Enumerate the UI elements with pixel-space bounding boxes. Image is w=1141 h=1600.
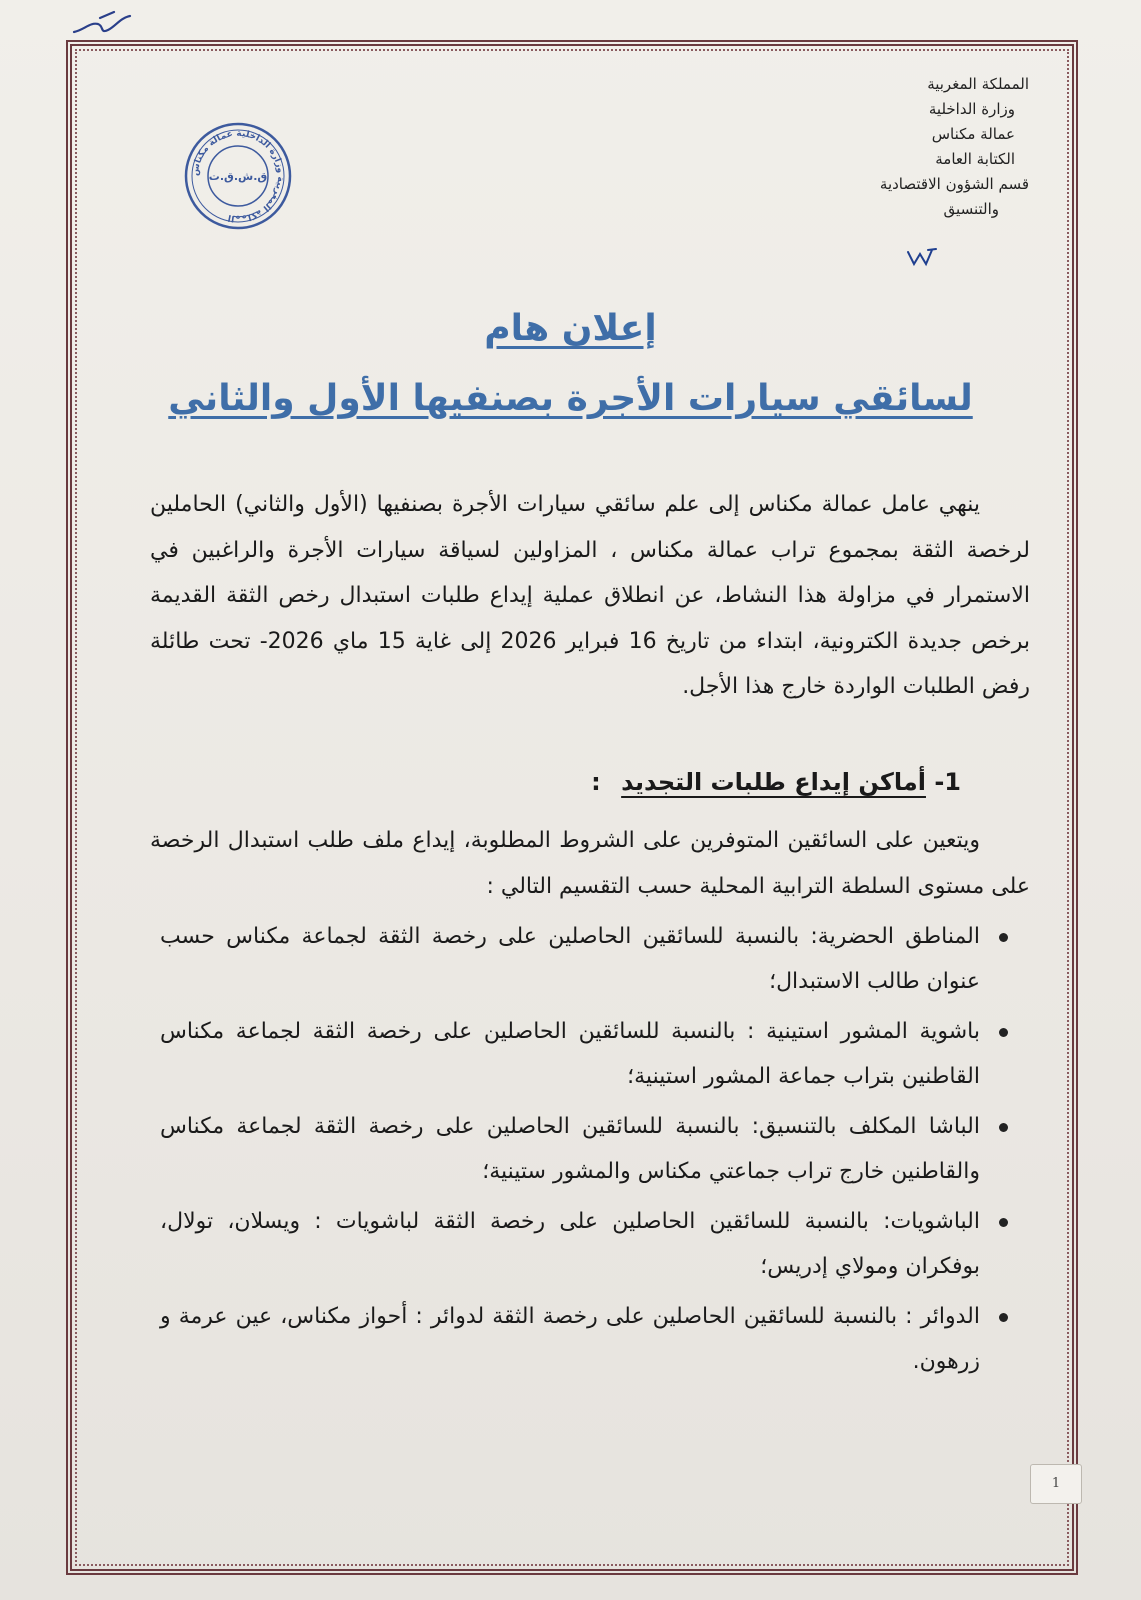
bullet-icon [999, 1218, 1008, 1227]
header-ministry: وزارة الداخلية [928, 100, 1015, 118]
handwritten-initials [906, 246, 938, 268]
intro-text: ينهي عامل عمالة مكناس إلى علم سائقي سيارات الأجرة بصنفيها (الأول والثاني) الحاملين لرخصة الثقة بمجموع تراب عمالة مكناس ، المزاولين لسياقة سيارات الأجرة والراغبين في الاستمرار في مزاولة هذا النشاط، عن انطلاق عملية إيداع طلبات استبدال رخص الثقة القديمة برخص جديدة الكترونية، ابتداء من تاريخ 16 فبراير 2026 إلى غاية 15 ماي 2026- تحت طائلة رفض الطلبات الواردة خارج هذا الأجل. [150, 492, 1031, 699]
bullet-icon [999, 1313, 1008, 1322]
list-item [160, 914, 1010, 1004]
list-item-text: الدوائر : بالنسبة للسائقين الحاصلين على رخصة الثقة لدوائر : أحواز مكناس، عين عرمة و زرهون. [160, 1304, 980, 1374]
list-item [160, 1104, 1010, 1194]
announcement-title: إعلان هام [484, 308, 657, 349]
section-1-colon: : [591, 768, 601, 796]
bullet-icon [999, 1123, 1008, 1132]
section-1-intro-text: ويتعين على السائقين المتوفرين على الشروط المطلوبة، إيداع ملف طلب استبدال الرخصة على مستوى السلطة الترابية المحلية حسب التقسيم التالي : [150, 828, 1030, 899]
announcement-subtitle: لسائقي سيارات الأجرة بصنفيها الأول والثاني [168, 378, 973, 419]
list-item [160, 1294, 1010, 1384]
bullet-icon [999, 1028, 1008, 1037]
stamp-center-text: ق.ش.ق.ت [208, 170, 268, 183]
header-prefecture: عمالة مكناس [931, 125, 1015, 143]
official-stamp [182, 120, 294, 232]
list-item-text: باشوية المشور استينية : بالنسبة للسائقين الحاصلين على رخصة الثقة لجماعة مكناس القاطنين بتراب جماعة المشور استينية؛ [160, 1019, 980, 1089]
list-item [160, 1199, 1010, 1289]
header-division-cont: والتنسيق [943, 200, 999, 218]
section-1-title: أماكن إيداع طلبات التجديد [621, 768, 926, 796]
list-item [160, 1009, 1010, 1099]
bullet-icon [999, 933, 1008, 942]
page-number: 1 [1030, 1464, 1082, 1504]
stamp-outer-text: المملكة المغربية وزارة الداخلية عمالة مكناس [190, 128, 286, 224]
header-kingdom: المملكة المغربية [927, 75, 1029, 93]
section-1-heading [591, 768, 961, 796]
header-division: قسم الشؤون الاقتصادية [879, 175, 1029, 193]
list-item-text: الباشا المكلف بالتنسيق: بالنسبة للسائقين الحاصلين على رخصة الثقة لجماعة مكناس والقاطنين خارج تراب جماعتي مكناس والمشور ستينية؛ [160, 1114, 980, 1184]
list-item-text: الباشويات: بالنسبة للسائقين الحاصلين على رخصة الثقة لباشويات : ويسلان، تولال، بوفكران ومولاي إدريس؛ [160, 1209, 980, 1279]
section-1-number: 1- [934, 768, 961, 796]
list-item-text: المناطق الحضرية: بالنسبة للسائقين الحاصلين على رخصة الثقة لجماعة مكناس حسب عنوان طالب الاستبدال؛ [160, 924, 980, 994]
issuing-authority-header [769, 72, 1029, 222]
signature-scribble-top [70, 6, 140, 40]
deposit-locations-list [160, 914, 1010, 1389]
intro-paragraph [150, 482, 1030, 710]
section-1-intro [150, 818, 1030, 909]
header-secretariat: الكتابة العامة [935, 150, 1015, 168]
